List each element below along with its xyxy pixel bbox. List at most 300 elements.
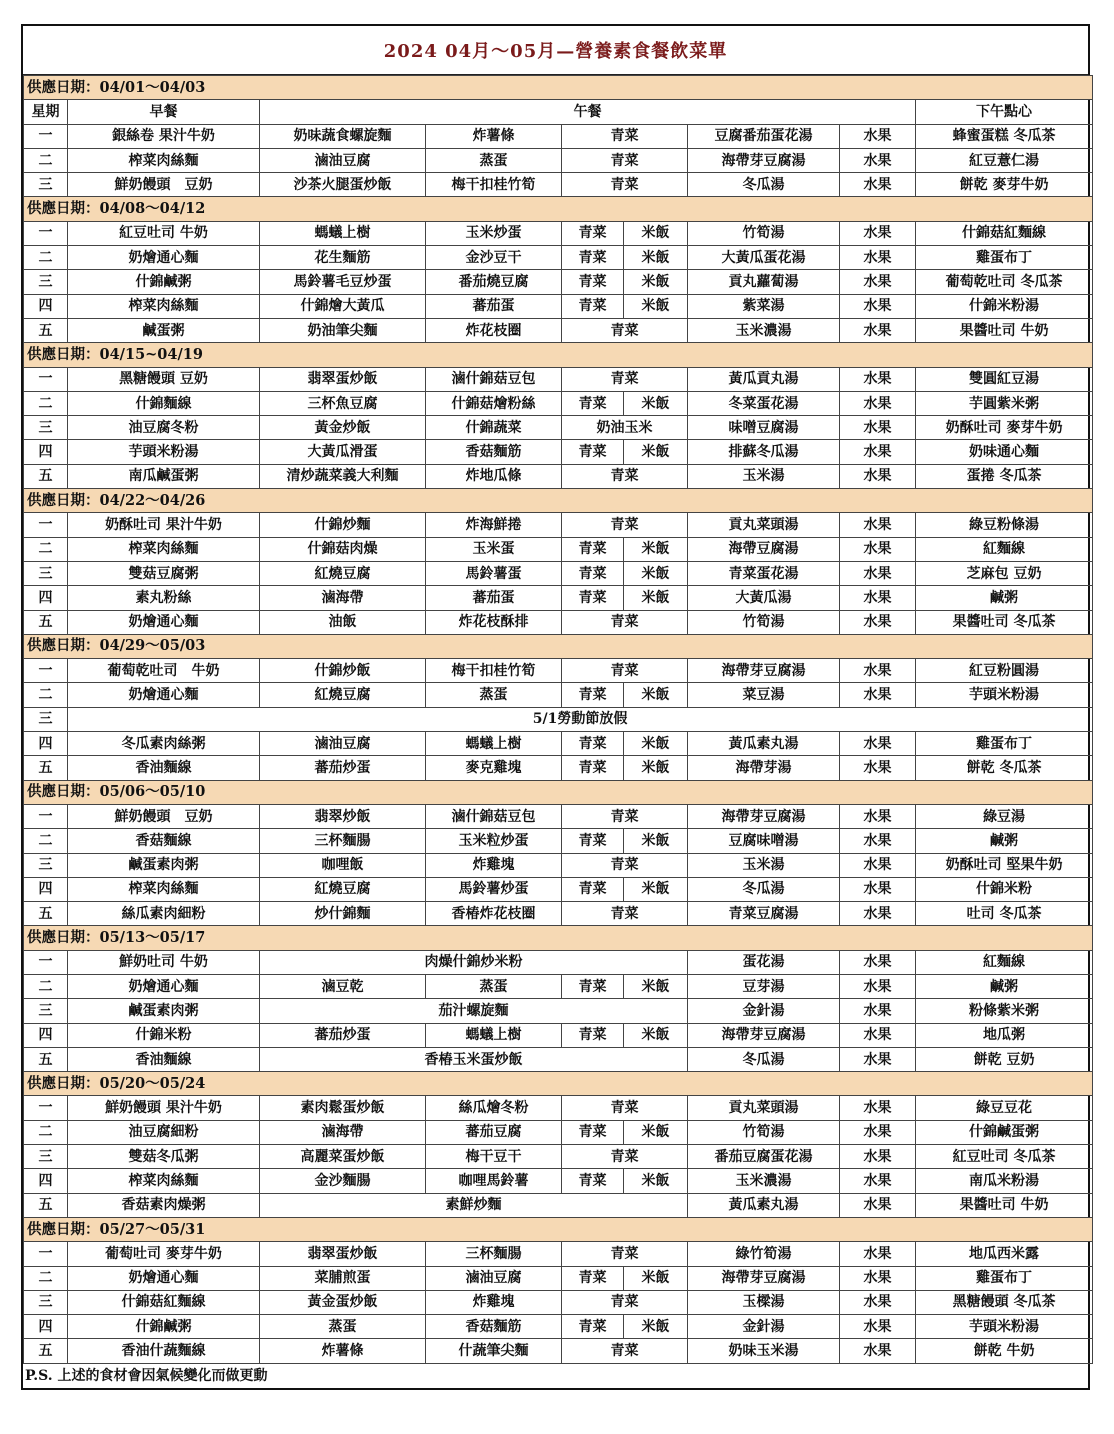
- menu-row: [24, 974, 1093, 998]
- lunch-soup-cell: 貢丸菜頭湯: [688, 1096, 840, 1120]
- lunch-main-cell: 沙茶火腿蛋炒飯: [260, 173, 426, 197]
- lunch-main-cell: 奶油筆尖麵: [260, 318, 426, 342]
- day-cell: 五: [24, 902, 68, 926]
- menu-row: [24, 294, 1093, 318]
- menu-row: [24, 804, 1093, 828]
- lunch-vegetable-cell: 青菜: [562, 391, 624, 415]
- lunch-main-cell: 三杯麵腸: [260, 829, 426, 853]
- lunch-rice-cell: 米飯: [624, 221, 688, 245]
- snack-cell: 什錦米粉: [916, 877, 1093, 901]
- lunch-fruit-cell: 水果: [840, 877, 916, 901]
- day-cell: 四: [24, 877, 68, 901]
- day-cell: 五: [24, 1339, 68, 1363]
- menu-row: [24, 440, 1093, 464]
- lunch-main-cell: 大黃瓜滑蛋: [260, 440, 426, 464]
- lunch-soup-cell: 蛋花湯: [688, 950, 840, 974]
- page-title: 2024 04月～05月—營養素食餐飲菜單: [383, 41, 728, 62]
- day-cell: 五: [24, 464, 68, 488]
- lunch-side-cell: 麥克雞塊: [426, 756, 562, 780]
- lunch-soup-cell: 海帶芽豆腐湯: [688, 659, 840, 683]
- snack-cell: 紅麵線: [916, 537, 1093, 561]
- lunch-soup-cell: 豆腐番茄蛋花湯: [688, 124, 840, 148]
- lunch-soup-cell: 玉米濃湯: [688, 318, 840, 342]
- lunch-fruit-cell: 水果: [840, 1266, 916, 1290]
- lunch-side-cell: 馬鈴薯蛋: [426, 561, 562, 585]
- lunch-rice-cell: 米飯: [624, 1023, 688, 1047]
- lunch-side-cell: 玉米炒蛋: [426, 221, 562, 245]
- lunch-fruit-cell: 水果: [840, 756, 916, 780]
- day-cell: 四: [24, 294, 68, 318]
- menu-row: [24, 246, 1093, 270]
- lunch-side-cell: 炸花枝圈: [426, 318, 562, 342]
- breakfast-cell: 紅豆吐司 牛奶: [68, 221, 260, 245]
- lunch-vegetable-cell: 青菜: [562, 124, 688, 148]
- lunch-side-cell: 什錦菇燴粉絲: [426, 391, 562, 415]
- lunch-main-cell: 油飯: [260, 610, 426, 634]
- breakfast-cell: 奶燴通心麵: [68, 246, 260, 270]
- lunch-vegetable-cell: 青菜: [562, 1315, 624, 1339]
- lunch-rice-cell: 米飯: [624, 829, 688, 853]
- lunch-vegetable-cell: 青菜: [562, 513, 688, 537]
- lunch-soup-cell: 海帶芽豆腐湯: [688, 1266, 840, 1290]
- breakfast-cell: 雙菇冬瓜粥: [68, 1145, 260, 1169]
- period-row: [24, 76, 1093, 100]
- snack-cell: 蛋捲 冬瓜茶: [916, 464, 1093, 488]
- lunch-vegetable-cell: 青菜: [562, 1266, 624, 1290]
- period-label: 供應日期：04/22～04/26: [24, 489, 1093, 513]
- lunch-soup-cell: 味噌豆腐湯: [688, 416, 840, 440]
- lunch-soup-cell: 竹筍湯: [688, 221, 840, 245]
- day-cell: 一: [24, 124, 68, 148]
- period-row: [24, 926, 1093, 950]
- lunch-soup-cell: 玉樑湯: [688, 1290, 840, 1314]
- day-cell: 一: [24, 950, 68, 974]
- lunch-fruit-cell: 水果: [840, 829, 916, 853]
- title-row: [23, 26, 1088, 75]
- column-header-row: [24, 100, 1093, 124]
- day-cell: 一: [24, 1096, 68, 1120]
- snack-cell: 綠豆湯: [916, 804, 1093, 828]
- lunch-side-cell: 玉米粒炒蛋: [426, 829, 562, 853]
- menu-row: [24, 1339, 1093, 1363]
- period-row: [24, 343, 1093, 367]
- menu-row: [24, 561, 1093, 585]
- lunch-soup-cell: 青菜豆腐湯: [688, 902, 840, 926]
- lunch-side-cell: 玉米蛋: [426, 537, 562, 561]
- day-cell: 三: [24, 853, 68, 877]
- lunch-fruit-cell: 水果: [840, 464, 916, 488]
- lunch-rice-cell: 米飯: [624, 561, 688, 585]
- menu-row: [24, 173, 1093, 197]
- lunch-main-cell: 滷油豆腐: [260, 732, 426, 756]
- snack-cell: 吐司 冬瓜茶: [916, 902, 1093, 926]
- lunch-vegetable-cell: 青菜: [562, 246, 624, 270]
- day-cell: 三: [24, 270, 68, 294]
- lunch-soup-cell: 奶味玉米湯: [688, 1339, 840, 1363]
- lunch-soup-cell: 冬瓜湯: [688, 877, 840, 901]
- lunch-rice-cell: 米飯: [624, 246, 688, 270]
- lunch-main-cell: 翡翠炒飯: [260, 804, 426, 828]
- lunch-soup-cell: 番茄豆腐蛋花湯: [688, 1145, 840, 1169]
- lunch-side-cell: 什錦蔬菜: [426, 416, 562, 440]
- lunch-soup-cell: 海帶豆腐湯: [688, 537, 840, 561]
- menu-row: [24, 586, 1093, 610]
- snack-cell: 什錦鹹蛋粥: [916, 1120, 1093, 1144]
- lunch-side-cell: 滷什錦菇豆包: [426, 804, 562, 828]
- lunch-soup-cell: 金針湯: [688, 1315, 840, 1339]
- lunch-fruit-cell: 水果: [840, 974, 916, 998]
- lunch-main-cell: 滷海帶: [260, 586, 426, 610]
- menu-row: [24, 367, 1093, 391]
- snack-cell: 果醬吐司 牛奶: [916, 1193, 1093, 1217]
- lunch-fruit-cell: 水果: [840, 1169, 916, 1193]
- lunch-soup-cell: 排蘇冬瓜湯: [688, 440, 840, 464]
- lunch-fruit-cell: 水果: [840, 294, 916, 318]
- lunch-side-cell: 炸地瓜條: [426, 464, 562, 488]
- lunch-fruit-cell: 水果: [840, 270, 916, 294]
- lunch-side-cell: 蒸蛋: [426, 974, 562, 998]
- lunch-vegetable-cell: 青菜: [562, 732, 624, 756]
- lunch-fruit-cell: 水果: [840, 124, 916, 148]
- lunch-vegetable-cell: 青菜: [562, 1023, 624, 1047]
- lunch-merged-cell: 茄汁螺旋麵: [260, 999, 688, 1023]
- lunch-soup-cell: 冬瓜湯: [688, 1047, 840, 1071]
- menu-row: [24, 1047, 1093, 1071]
- lunch-side-cell: 螞蟻上樹: [426, 1023, 562, 1047]
- lunch-side-cell: 炸雞塊: [426, 853, 562, 877]
- lunch-fruit-cell: 水果: [840, 440, 916, 464]
- lunch-side-cell: 蕃茄蛋: [426, 294, 562, 318]
- breakfast-cell: 鮮奶饅頭 豆奶: [68, 804, 260, 828]
- lunch-main-cell: 翡翠蛋炒飯: [260, 1242, 426, 1266]
- lunch-main-cell: 滷海帶: [260, 1120, 426, 1144]
- breakfast-cell: 素丸粉絲: [68, 586, 260, 610]
- snack-cell: 奶酥吐司 麥芽牛奶: [916, 416, 1093, 440]
- lunch-fruit-cell: 水果: [840, 537, 916, 561]
- snack-cell: 葡萄乾吐司 冬瓜茶: [916, 270, 1093, 294]
- day-cell: 二: [24, 1120, 68, 1144]
- lunch-side-cell: 香菇麵筋: [426, 440, 562, 464]
- period-label: 供應日期：05/20～05/24: [24, 1072, 1093, 1096]
- menu-row: [24, 513, 1093, 537]
- lunch-fruit-cell: 水果: [840, 683, 916, 707]
- lunch-vegetable-cell: 青菜: [562, 877, 624, 901]
- lunch-vegetable-cell: 青菜: [562, 1339, 688, 1363]
- lunch-main-cell: 翡翠蛋炒飯: [260, 367, 426, 391]
- snack-cell: 餅乾 牛奶: [916, 1339, 1093, 1363]
- lunch-side-cell: 蕃茄豆腐: [426, 1120, 562, 1144]
- lunch-side-cell: 滷油豆腐: [426, 1266, 562, 1290]
- lunch-rice-cell: 米飯: [624, 1315, 688, 1339]
- lunch-vegetable-cell: 青菜: [562, 683, 624, 707]
- snack-cell: 奶味通心麵: [916, 440, 1093, 464]
- lunch-side-cell: 蕃茄蛋: [426, 586, 562, 610]
- breakfast-cell: 奶燴通心麵: [68, 974, 260, 998]
- day-cell: 三: [24, 173, 68, 197]
- lunch-side-cell: 梅干扣桂竹筍: [426, 173, 562, 197]
- day-cell: 五: [24, 1193, 68, 1217]
- lunch-vegetable-cell: 青菜: [562, 367, 688, 391]
- lunch-rice-cell: 米飯: [624, 270, 688, 294]
- lunch-fruit-cell: 水果: [840, 950, 916, 974]
- day-cell: 三: [24, 707, 68, 731]
- lunch-main-cell: 馬鈴薯毛豆炒蛋: [260, 270, 426, 294]
- day-cell: 四: [24, 586, 68, 610]
- lunch-merged-cell: 肉燥什錦炒米粉: [260, 950, 688, 974]
- breakfast-cell: 奶燴通心麵: [68, 683, 260, 707]
- lunch-side-cell: 香椿炸花枝圈: [426, 902, 562, 926]
- period-row: [24, 197, 1093, 221]
- lunch-main-cell: 什錦炒麵: [260, 513, 426, 537]
- breakfast-cell: 葡萄乾吐司 牛奶: [68, 659, 260, 683]
- period-label: 供應日期：05/13～05/17: [24, 926, 1093, 950]
- lunch-soup-cell: 冬菜蛋花湯: [688, 391, 840, 415]
- lunch-main-cell: 炒什錦麵: [260, 902, 426, 926]
- lunch-main-cell: 素肉鬆蛋炒飯: [260, 1096, 426, 1120]
- lunch-fruit-cell: 水果: [840, 1193, 916, 1217]
- lunch-main-cell: 螞蟻上樹: [260, 221, 426, 245]
- lunch-main-cell: 滷油豆腐: [260, 148, 426, 172]
- lunch-main-cell: 黃金炒飯: [260, 416, 426, 440]
- lunch-vegetable-cell: 青菜: [562, 440, 624, 464]
- holiday-cell: 5/1勞動節放假: [68, 707, 1093, 731]
- lunch-main-cell: 紅燒豆腐: [260, 877, 426, 901]
- menu-row: [24, 829, 1093, 853]
- menu-row: [24, 950, 1093, 974]
- menu-row: [24, 1315, 1093, 1339]
- breakfast-cell: 葡萄吐司 麥芽牛奶: [68, 1242, 260, 1266]
- lunch-vegetable-cell: 青菜: [562, 902, 688, 926]
- footnote: P.S. 上述的食材會因氣候變化而做更動: [25, 1367, 268, 1384]
- lunch-soup-cell: 金針湯: [688, 999, 840, 1023]
- breakfast-cell: 芋頭米粉湯: [68, 440, 260, 464]
- lunch-main-cell: 花生麵筋: [260, 246, 426, 270]
- lunch-soup-cell: 大黃瓜湯: [688, 586, 840, 610]
- lunch-fruit-cell: 水果: [840, 1096, 916, 1120]
- lunch-vegetable-cell: 青菜: [562, 659, 688, 683]
- lunch-side-cell: 炸薯條: [426, 124, 562, 148]
- snack-cell: 紅麵線: [916, 950, 1093, 974]
- day-cell: 二: [24, 974, 68, 998]
- snack-cell: 地瓜粥: [916, 1023, 1093, 1047]
- day-cell: 三: [24, 416, 68, 440]
- period-row: [24, 780, 1093, 804]
- menu-row: [24, 659, 1093, 683]
- period-row: [24, 489, 1093, 513]
- lunch-fruit-cell: 水果: [840, 1242, 916, 1266]
- snack-cell: 紅豆薏仁湯: [916, 148, 1093, 172]
- breakfast-cell: 什錦菇紅麵線: [68, 1290, 260, 1314]
- lunch-soup-cell: 黃瓜貢丸湯: [688, 367, 840, 391]
- menu-row: [24, 610, 1093, 634]
- menu-sheet: [21, 24, 1090, 1390]
- lunch-side-cell: 什蔬筆尖麵: [426, 1339, 562, 1363]
- lunch-fruit-cell: 水果: [840, 853, 916, 877]
- lunch-main-cell: 清炒蔬菜義大利麵: [260, 464, 426, 488]
- menu-row: [24, 1266, 1093, 1290]
- day-cell: 三: [24, 1145, 68, 1169]
- period-row: [24, 634, 1093, 658]
- snack-cell: 芋頭米粉湯: [916, 683, 1093, 707]
- snack-cell: 果醬吐司 冬瓜茶: [916, 610, 1093, 634]
- breakfast-cell: 榨菜肉絲麵: [68, 148, 260, 172]
- lunch-side-cell: 炸海鮮捲: [426, 513, 562, 537]
- menu-row: [24, 1193, 1093, 1217]
- menu-row: [24, 391, 1093, 415]
- lunch-main-cell: 炸薯條: [260, 1339, 426, 1363]
- lunch-main-cell: 金沙麵腸: [260, 1169, 426, 1193]
- snack-cell: 餅乾 冬瓜茶: [916, 756, 1093, 780]
- lunch-vegetable-cell: 青菜: [562, 1242, 688, 1266]
- lunch-fruit-cell: 水果: [840, 1290, 916, 1314]
- menu-row: [24, 148, 1093, 172]
- lunch-fruit-cell: 水果: [840, 561, 916, 585]
- menu-row: [24, 683, 1093, 707]
- lunch-fruit-cell: 水果: [840, 610, 916, 634]
- lunch-vegetable-cell: 青菜: [562, 464, 688, 488]
- day-cell: 四: [24, 1169, 68, 1193]
- lunch-main-cell: 高麗菜蛋炒飯: [260, 1145, 426, 1169]
- lunch-rice-cell: 米飯: [624, 537, 688, 561]
- period-label: 供應日期：04/29～05/03: [24, 634, 1093, 658]
- breakfast-cell: 絲瓜素肉細粉: [68, 902, 260, 926]
- lunch-soup-cell: 貢丸蘿蔔湯: [688, 270, 840, 294]
- breakfast-cell: 冬瓜素肉絲粥: [68, 732, 260, 756]
- breakfast-cell: 南瓜鹹蛋粥: [68, 464, 260, 488]
- menu-row: [24, 221, 1093, 245]
- day-cell: 二: [24, 246, 68, 270]
- menu-row: [24, 537, 1093, 561]
- lunch-main-cell: 紅燒豆腐: [260, 561, 426, 585]
- lunch-vegetable-cell: 青菜: [562, 148, 688, 172]
- lunch-rice-cell: 米飯: [624, 683, 688, 707]
- menu-row: [24, 416, 1093, 440]
- day-cell: 三: [24, 999, 68, 1023]
- lunch-vegetable-cell: 青菜: [562, 537, 624, 561]
- header-lunch: 午餐: [260, 100, 916, 124]
- lunch-main-cell: 滷豆乾: [260, 974, 426, 998]
- lunch-fruit-cell: 水果: [840, 902, 916, 926]
- lunch-side-cell: 梅干豆干: [426, 1145, 562, 1169]
- breakfast-cell: 榨菜肉絲麵: [68, 1169, 260, 1193]
- lunch-fruit-cell: 水果: [840, 804, 916, 828]
- lunch-rice-cell: 米飯: [624, 294, 688, 318]
- lunch-merged-cell: 香椿玉米蛋炒飯: [260, 1047, 688, 1071]
- lunch-side-cell: 絲瓜燴冬粉: [426, 1096, 562, 1120]
- lunch-main-cell: 什錦菇肉燥: [260, 537, 426, 561]
- snack-cell: 蜂蜜蛋糕 冬瓜茶: [916, 124, 1093, 148]
- menu-row: [24, 464, 1093, 488]
- lunch-vegetable-cell: 青菜: [562, 610, 688, 634]
- lunch-fruit-cell: 水果: [840, 1315, 916, 1339]
- menu-row: [24, 1023, 1093, 1047]
- lunch-merged-cell: 素鮮炒麵: [260, 1193, 688, 1217]
- lunch-side-cell: 三杯麵腸: [426, 1242, 562, 1266]
- snack-cell: 芋頭米粉湯: [916, 1315, 1093, 1339]
- lunch-side-cell: 馬鈴薯炒蛋: [426, 877, 562, 901]
- lunch-rice-cell: 米飯: [624, 877, 688, 901]
- lunch-fruit-cell: 水果: [840, 318, 916, 342]
- lunch-vegetable-cell: 青菜: [562, 221, 624, 245]
- lunch-vegetable-cell: 青菜: [562, 829, 624, 853]
- lunch-soup-cell: 玉米湯: [688, 853, 840, 877]
- day-cell: 二: [24, 537, 68, 561]
- lunch-rice-cell: 米飯: [624, 440, 688, 464]
- lunch-main-cell: 蒸蛋: [260, 1315, 426, 1339]
- lunch-soup-cell: 豆腐味噌湯: [688, 829, 840, 853]
- menu-row: [24, 1145, 1093, 1169]
- snack-cell: 雞蛋布丁: [916, 246, 1093, 270]
- lunch-side-cell: 炸花枝酥排: [426, 610, 562, 634]
- lunch-rice-cell: 米飯: [624, 1169, 688, 1193]
- lunch-vegetable-cell: 青菜: [562, 318, 688, 342]
- period-row: [24, 1072, 1093, 1096]
- day-cell: 一: [24, 367, 68, 391]
- lunch-vegetable-cell: 青菜: [562, 1290, 688, 1314]
- lunch-side-cell: 梅干扣桂竹筍: [426, 659, 562, 683]
- lunch-fruit-cell: 水果: [840, 659, 916, 683]
- breakfast-cell: 榨菜肉絲麵: [68, 294, 260, 318]
- lunch-rice-cell: 米飯: [624, 391, 688, 415]
- lunch-soup-cell: 菜豆湯: [688, 683, 840, 707]
- menu-row: [24, 1096, 1093, 1120]
- lunch-vegetable-cell: 青菜: [562, 756, 624, 780]
- breakfast-cell: 油豆腐細粉: [68, 1120, 260, 1144]
- snack-cell: 芝麻包 豆奶: [916, 561, 1093, 585]
- lunch-rice-cell: 米飯: [624, 756, 688, 780]
- menu-row: [24, 732, 1093, 756]
- lunch-fruit-cell: 水果: [840, 391, 916, 415]
- snack-cell: 芋圓紫米粥: [916, 391, 1093, 415]
- lunch-main-cell: 紅燒豆腐: [260, 683, 426, 707]
- breakfast-cell: 香油什蔬麵線: [68, 1339, 260, 1363]
- snack-cell: 粉條紫米粥: [916, 999, 1093, 1023]
- breakfast-cell: 奶燴通心麵: [68, 1266, 260, 1290]
- lunch-main-cell: 奶味蔬食螺旋麵: [260, 124, 426, 148]
- breakfast-cell: 什錦米粉: [68, 1023, 260, 1047]
- breakfast-cell: 鮮奶饅頭 果汁牛奶: [68, 1096, 260, 1120]
- snack-cell: 什錦米粉湯: [916, 294, 1093, 318]
- lunch-side-cell: 金沙豆干: [426, 246, 562, 270]
- snack-cell: 綠豆豆花: [916, 1096, 1093, 1120]
- lunch-soup-cell: 玉米濃湯: [688, 1169, 840, 1193]
- snack-cell: 雞蛋布丁: [916, 1266, 1093, 1290]
- day-cell: 一: [24, 1242, 68, 1266]
- lunch-vegetable-cell: 青菜: [562, 173, 688, 197]
- lunch-fruit-cell: 水果: [840, 1120, 916, 1144]
- breakfast-cell: 香菇麵線: [68, 829, 260, 853]
- lunch-vegetable-cell: 青菜: [562, 853, 688, 877]
- lunch-rice-cell: 米飯: [624, 974, 688, 998]
- lunch-soup-cell: 玉米湯: [688, 464, 840, 488]
- snack-cell: 綠豆粉條湯: [916, 513, 1093, 537]
- snack-cell: 果醬吐司 牛奶: [916, 318, 1093, 342]
- menu-row: [24, 902, 1093, 926]
- lunch-fruit-cell: 水果: [840, 148, 916, 172]
- day-cell: 二: [24, 391, 68, 415]
- lunch-side-cell: 炸雞塊: [426, 1290, 562, 1314]
- lunch-soup-cell: 竹筍湯: [688, 1120, 840, 1144]
- lunch-main-cell: 什錦燴大黃瓜: [260, 294, 426, 318]
- lunch-fruit-cell: 水果: [840, 246, 916, 270]
- lunch-side-cell: 蒸蛋: [426, 148, 562, 172]
- lunch-rice-cell: 米飯: [624, 586, 688, 610]
- lunch-vegetable-cell: 青菜: [562, 586, 624, 610]
- day-cell: 二: [24, 148, 68, 172]
- lunch-rice-cell: 米飯: [624, 1266, 688, 1290]
- header-breakfast: 早餐: [68, 100, 260, 124]
- lunch-vegetable-cell: 青菜: [562, 270, 624, 294]
